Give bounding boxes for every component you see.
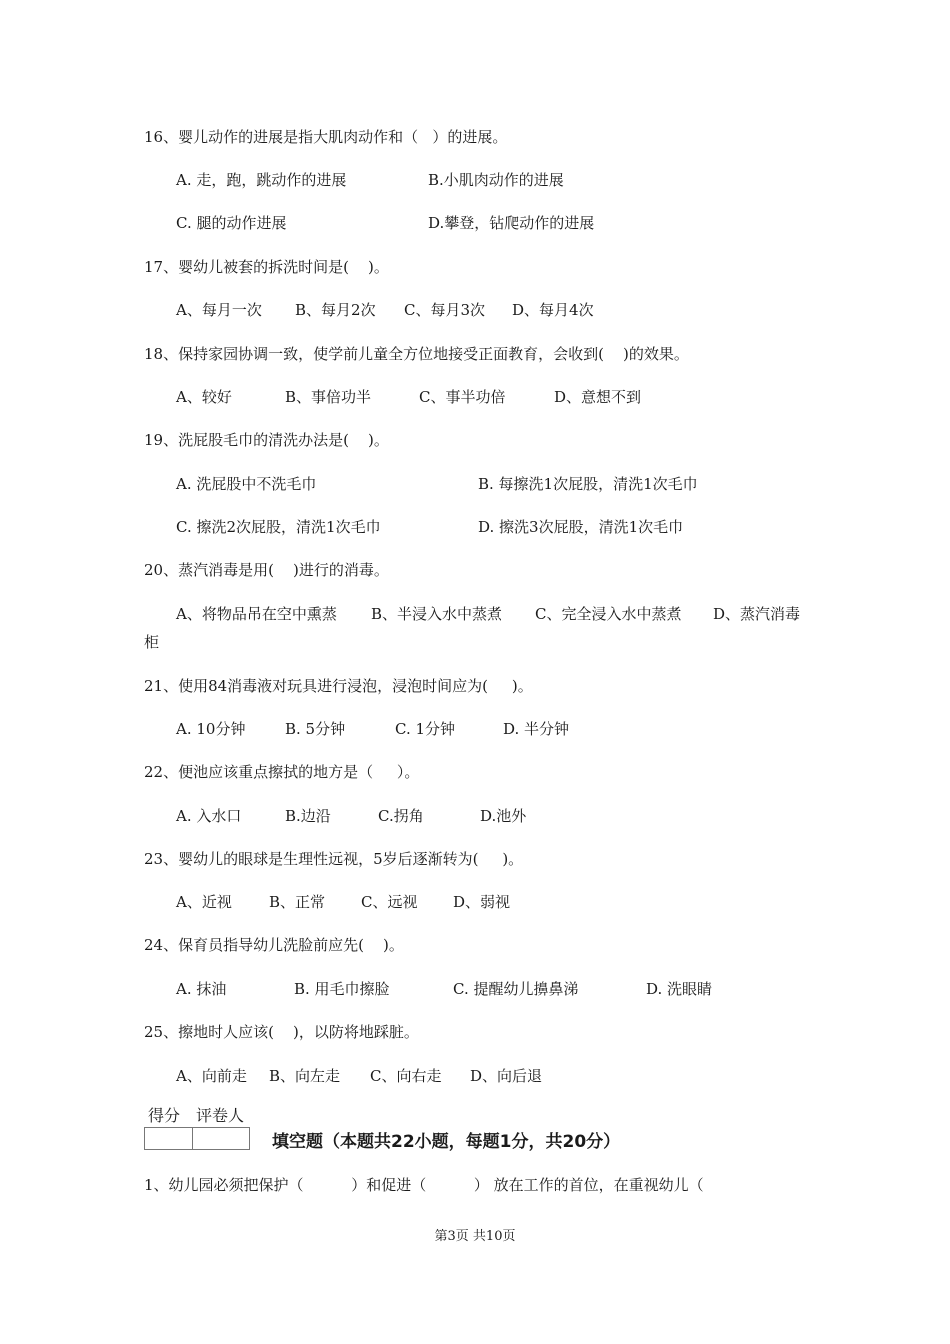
question-24: 24、保育员指导幼儿洗脸前应先( )。 <box>144 936 404 954</box>
question-23: 23、婴幼儿的眼球是生理性远视，5岁后逐渐转为( )。 <box>144 850 524 868</box>
option-18-c: C、事半功倍 <box>419 388 506 406</box>
option-24-d: D. 洗眼睛 <box>646 980 713 998</box>
option-25-c: C、向右走 <box>370 1067 442 1085</box>
option-23-c: C、远视 <box>361 893 418 911</box>
option-24-b: B. 用毛巾擦脸 <box>294 980 390 998</box>
score-table-mid-border <box>192 1127 193 1150</box>
option-19-b: B. 每擦洗1次屁股，清洗1次毛巾 <box>478 475 698 493</box>
option-25-a: A、向前走 <box>176 1067 247 1085</box>
option-20-b: B、半浸入水中蒸煮 <box>371 605 503 623</box>
option-18-a: A、较好 <box>176 388 232 406</box>
option-18-b: B、事倍功半 <box>285 388 372 406</box>
option-23-d: D、弱视 <box>453 893 511 911</box>
option-17-c: C、每月3次 <box>404 301 486 319</box>
option-25-b: B、向左走 <box>269 1067 341 1085</box>
option-24-a: A. 抹油 <box>176 980 227 998</box>
section-title: 填空题（本题共22小题，每题1分，共20分） <box>272 1132 621 1152</box>
score-label: 得分 <box>148 1106 181 1125</box>
question-19: 19、洗屁股毛巾的清洗办法是( )。 <box>144 431 389 449</box>
option-21-b: B. 5分钟 <box>285 720 346 738</box>
question-16: 16、婴儿动作的进展是指大肌肉动作和（ ）的进展。 <box>144 128 508 146</box>
question-22: 22、便池应该重点擦拭的地方是（ ）。 <box>144 763 420 781</box>
score-table-bottom <box>144 1149 250 1150</box>
option-20-continuation: 柜 <box>144 633 160 651</box>
option-19-a: A. 洗屁股中不洗毛巾 <box>176 475 317 493</box>
option-22-c: C.拐角 <box>378 807 424 825</box>
option-16-c: C. 腿的动作进展 <box>176 214 287 232</box>
option-22-a: A. 入水口 <box>176 807 242 825</box>
score-table-right-border <box>249 1127 250 1150</box>
option-17-a: A、每月一次 <box>176 301 262 319</box>
option-22-d: D.池外 <box>480 807 527 825</box>
option-24-c: C. 提醒幼儿擤鼻涕 <box>453 980 579 998</box>
question-18: 18、保持家园协调一致，使学前儿童全方位地接受正面教育，会收到( )的效果。 <box>144 345 689 363</box>
question-25: 25、擦地时人应该( )，以防将地踩脏。 <box>144 1023 419 1041</box>
option-21-c: C. 1分钟 <box>395 720 456 738</box>
option-17-b: B、每月2次 <box>295 301 376 319</box>
option-23-b: B、正常 <box>269 893 326 911</box>
fill-question-1: 1、幼儿园必须把保护（ ）和促进（ ） 放在工作的首位，在重视幼儿（ <box>144 1176 704 1194</box>
option-16-a: A. 走，跑，跳动作的进展 <box>176 171 347 189</box>
question-21: 21、使用84消毒液对玩具进行浸泡，浸泡时间应为( )。 <box>144 677 533 695</box>
option-25-d: D、向后退 <box>470 1067 543 1085</box>
option-19-c: C. 擦洗2次屁股，清洗1次毛巾 <box>176 518 381 536</box>
option-23-a: A、近视 <box>176 893 232 911</box>
option-22-b: B.边沿 <box>285 807 331 825</box>
option-21-a: A. 10分钟 <box>176 720 246 738</box>
score-table-left-border <box>144 1127 145 1150</box>
option-21-d: D. 半分钟 <box>503 720 570 738</box>
option-19-d: D. 擦洗3次屁股，清洗1次毛巾 <box>478 518 684 536</box>
option-20-a: A、将物品吊在空中熏蒸 <box>176 605 337 623</box>
grader-label: 评卷人 <box>196 1106 245 1125</box>
option-17-d: D、每月4次 <box>512 301 594 319</box>
page-footer: 第3页 共10页 <box>434 1229 516 1244</box>
question-20: 20、蒸汽消毒是用( )进行的消毒。 <box>144 561 389 579</box>
option-16-d: D.攀登，钻爬动作的进展 <box>428 214 595 232</box>
score-table <box>144 1104 250 1150</box>
question-17: 17、婴幼儿被套的拆洗时间是( )。 <box>144 258 389 276</box>
option-18-d: D、意想不到 <box>554 388 642 406</box>
option-16-b: B.小肌肉动作的进展 <box>428 171 564 189</box>
option-20-c: C、完全浸入水中蒸煮 <box>535 605 682 623</box>
score-table-divider <box>144 1127 250 1128</box>
option-20-d: D、蒸汽消毒 <box>713 605 801 623</box>
